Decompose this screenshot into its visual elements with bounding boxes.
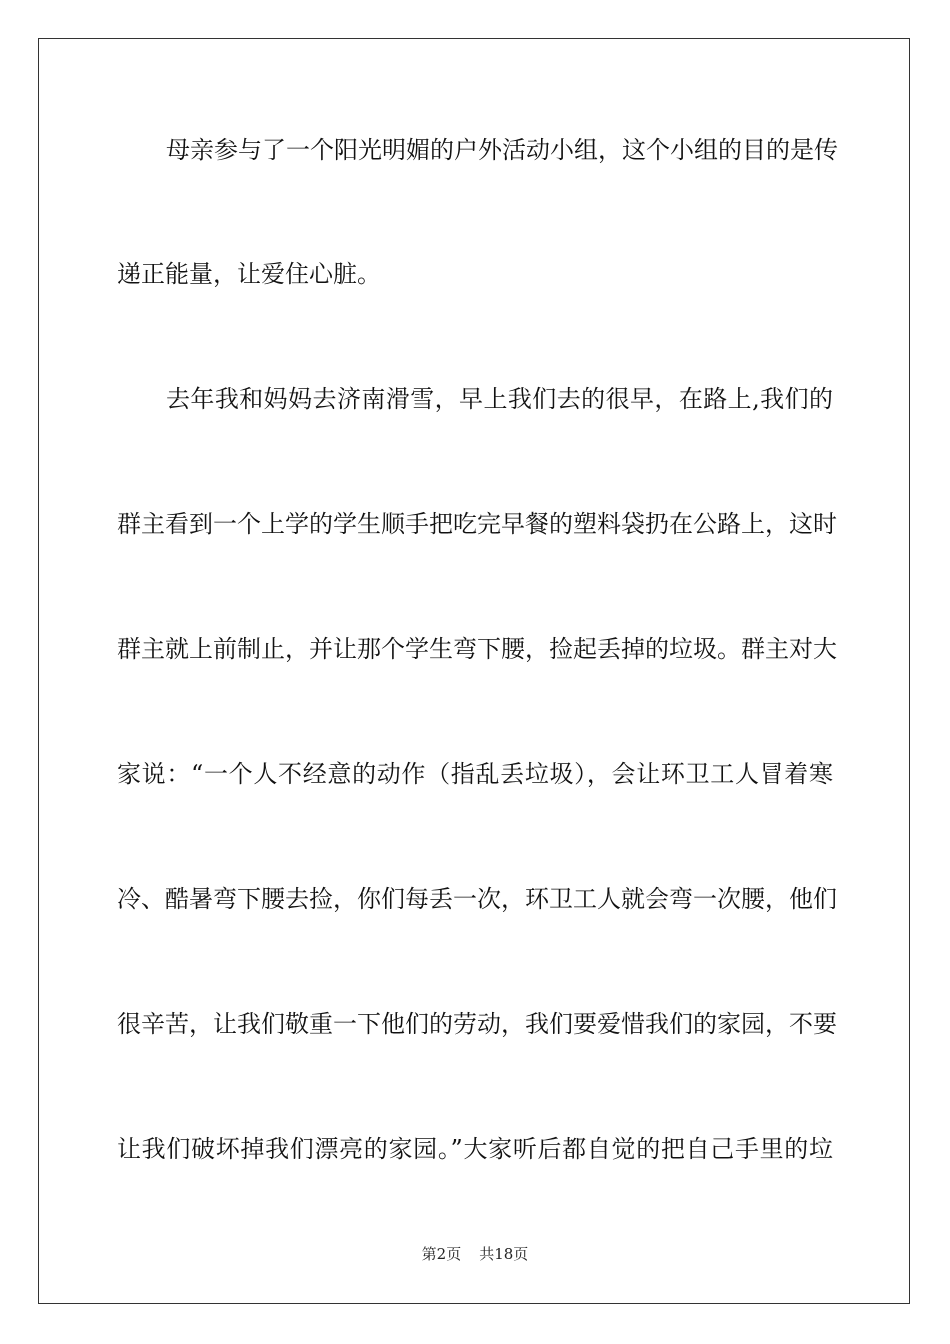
paragraph-2-line-7: 让我们破坏掉我们漂亮的家园。”大家听后都自觉的把自己手里的垃 <box>117 1135 833 1163</box>
paragraph-1-line-2: 递正能量，让爱住心脏。 <box>117 260 381 288</box>
paragraph-1-line-1: 母亲参与了一个阳光明媚的户外活动小组，这个小组的目的是传 <box>166 136 838 164</box>
paragraph-2-line-6: 很辛苦，让我们敬重一下他们的劳动，我们要爱惜我们的家园，不要 <box>117 1010 837 1038</box>
page-footer <box>0 1244 950 1264</box>
page-number: 第2页 <box>421 1245 462 1263</box>
page-total: 共18页 <box>479 1245 529 1263</box>
paragraph-2-line-4: 家说：“一个人不经意的动作（指乱丢垃圾），会让环卫工人冒着寒 <box>117 760 833 788</box>
page-frame <box>38 38 910 1304</box>
paragraph-2-line-3: 群主就上前制止，并让那个学生弯下腰，捡起丢掉的垃圾。群主对大 <box>117 635 837 663</box>
paragraph-2-line-1: 去年我和妈妈去济南滑雪，早上我们去的很早，在路上,我们的 <box>166 385 833 413</box>
paragraph-2-line-2: 群主看到一个上学的学生顺手把吃完早餐的塑料袋扔在公路上，这时 <box>117 510 837 538</box>
paragraph-2-line-5: 冷、酷暑弯下腰去捡，你们每丢一次，环卫工人就会弯一次腰，他们 <box>117 885 837 913</box>
